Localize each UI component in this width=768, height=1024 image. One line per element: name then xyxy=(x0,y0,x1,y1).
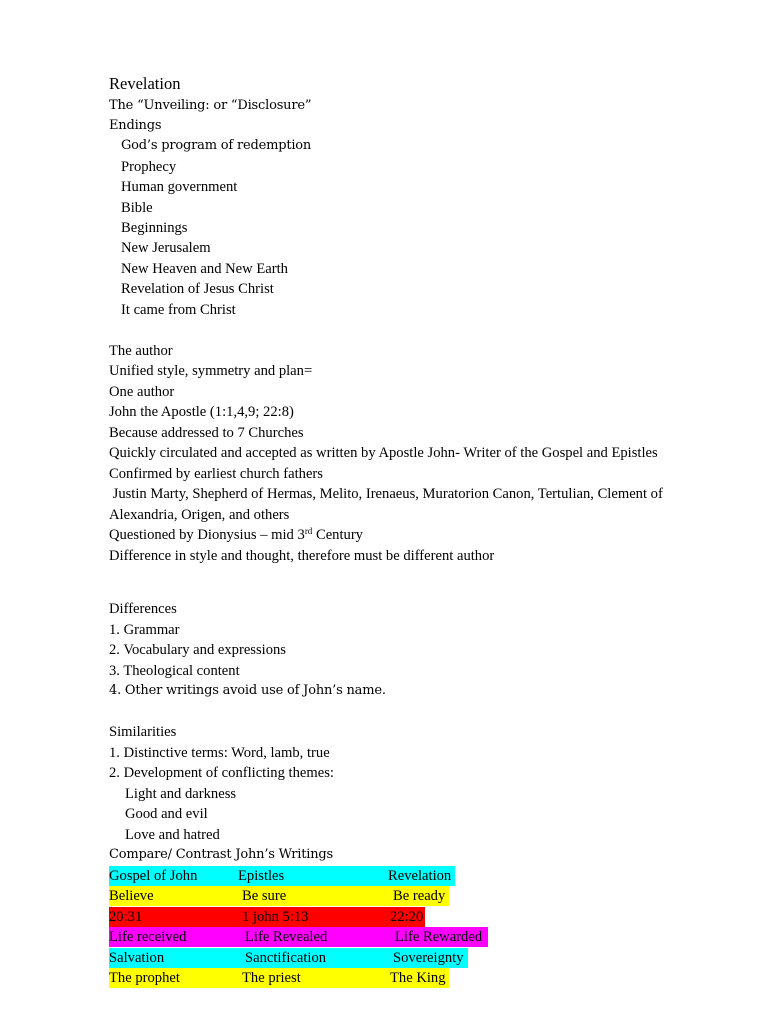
church-fathers-line: Justin Marty, Shepherd of Hermas, Melito, Irenaeus, Muratorion Canon, Tertulian, Clement of xyxy=(109,486,663,502)
author-heading: The author xyxy=(109,343,173,359)
compare-cell: The prophet xyxy=(109,970,180,986)
compare-heading: Compare/ Contrast John’s Writings xyxy=(109,847,333,862)
endings-item: Human government xyxy=(121,179,238,195)
compare-cell: Life Revealed xyxy=(245,929,328,945)
differences-heading: Differences xyxy=(109,601,177,617)
author-line: Quickly circulated and accepted as written by Apostle John- Writer of the Gospel and Epistles xyxy=(109,445,658,461)
endings-item: Prophecy xyxy=(121,159,177,175)
questioned-text: Questioned by Dionysius – mid 3 xyxy=(109,527,305,543)
compare-row xyxy=(109,907,425,927)
endings-item: Bible xyxy=(121,200,153,216)
similarities-heading: Similarities xyxy=(109,724,177,740)
compare-cell: Revelation xyxy=(388,868,452,884)
document-title: Revelation xyxy=(109,74,181,93)
differences-item: 3. Theological content xyxy=(109,663,240,679)
author-line: Confirmed by earliest church fathers xyxy=(109,466,323,482)
compare-row xyxy=(109,927,488,947)
compare-cell: Life Rewarded xyxy=(395,929,483,945)
endings-item: Revelation of Jesus Christ xyxy=(121,281,274,297)
author-line: Unified style, symmetry and plan= xyxy=(109,363,313,379)
compare-cell: Be ready xyxy=(393,888,446,904)
subtitle: The “Unveiling: or “Disclosure” xyxy=(109,98,312,113)
differences-item: 2. Vocabulary and expressions xyxy=(109,642,286,658)
author-line: One author xyxy=(109,384,175,400)
compare-cell: The priest xyxy=(242,970,301,986)
endings-item: New Jerusalem xyxy=(121,240,211,256)
questioned-line xyxy=(109,525,363,545)
church-fathers-line: Alexandria, Origen, and others xyxy=(109,507,290,523)
compare-row xyxy=(109,948,468,968)
differences-item: 4. Other writings avoid use of John’s name. xyxy=(109,683,386,698)
compare-cell: Be sure xyxy=(242,888,287,904)
endings-item: It came from Christ xyxy=(121,302,236,318)
ordinal-suffix: rd xyxy=(304,526,313,536)
endings-item: New Heaven and New Earth xyxy=(121,261,288,277)
endings-heading: Endings xyxy=(109,118,162,133)
author-line: John the Apostle (1:1,4,9; 22:8) xyxy=(109,404,294,420)
endings-item: Beginnings xyxy=(121,220,188,236)
compare-cell: Life received xyxy=(109,929,187,945)
compare-row xyxy=(109,866,455,886)
endings-item: God’s program of redemption xyxy=(121,138,312,153)
questioned-text-end: Century xyxy=(312,527,363,543)
compare-cell: Epistles xyxy=(238,868,285,884)
compare-cell: 20:31 xyxy=(109,909,143,925)
compare-row xyxy=(109,886,449,906)
theme-item: Light and darkness xyxy=(125,786,237,802)
compare-cell: Sovereignty xyxy=(393,950,464,966)
compare-cell: Sanctification xyxy=(245,950,327,966)
compare-row xyxy=(109,968,449,988)
compare-cell: Gospel of John xyxy=(109,868,198,884)
theme-item: Love and hatred xyxy=(125,827,220,843)
difference-line: Difference in style and thought, therefore must be different author xyxy=(109,548,495,564)
compare-cell: Believe xyxy=(109,888,154,904)
author-line: Because addressed to 7 Churches xyxy=(109,425,304,441)
differences-item: 1. Grammar xyxy=(109,622,180,638)
similarities-item: 1. Distinctive terms: Word, lamb, true xyxy=(109,745,330,761)
compare-cell: The King xyxy=(390,970,446,986)
theme-item: Good and evil xyxy=(125,806,208,822)
compare-cell: Salvation xyxy=(109,950,165,966)
compare-cell: 1 john 5:13 xyxy=(242,909,309,925)
similarities-item: 2. Development of conflicting themes: xyxy=(109,765,334,781)
compare-cell: 22:20 xyxy=(390,909,424,925)
